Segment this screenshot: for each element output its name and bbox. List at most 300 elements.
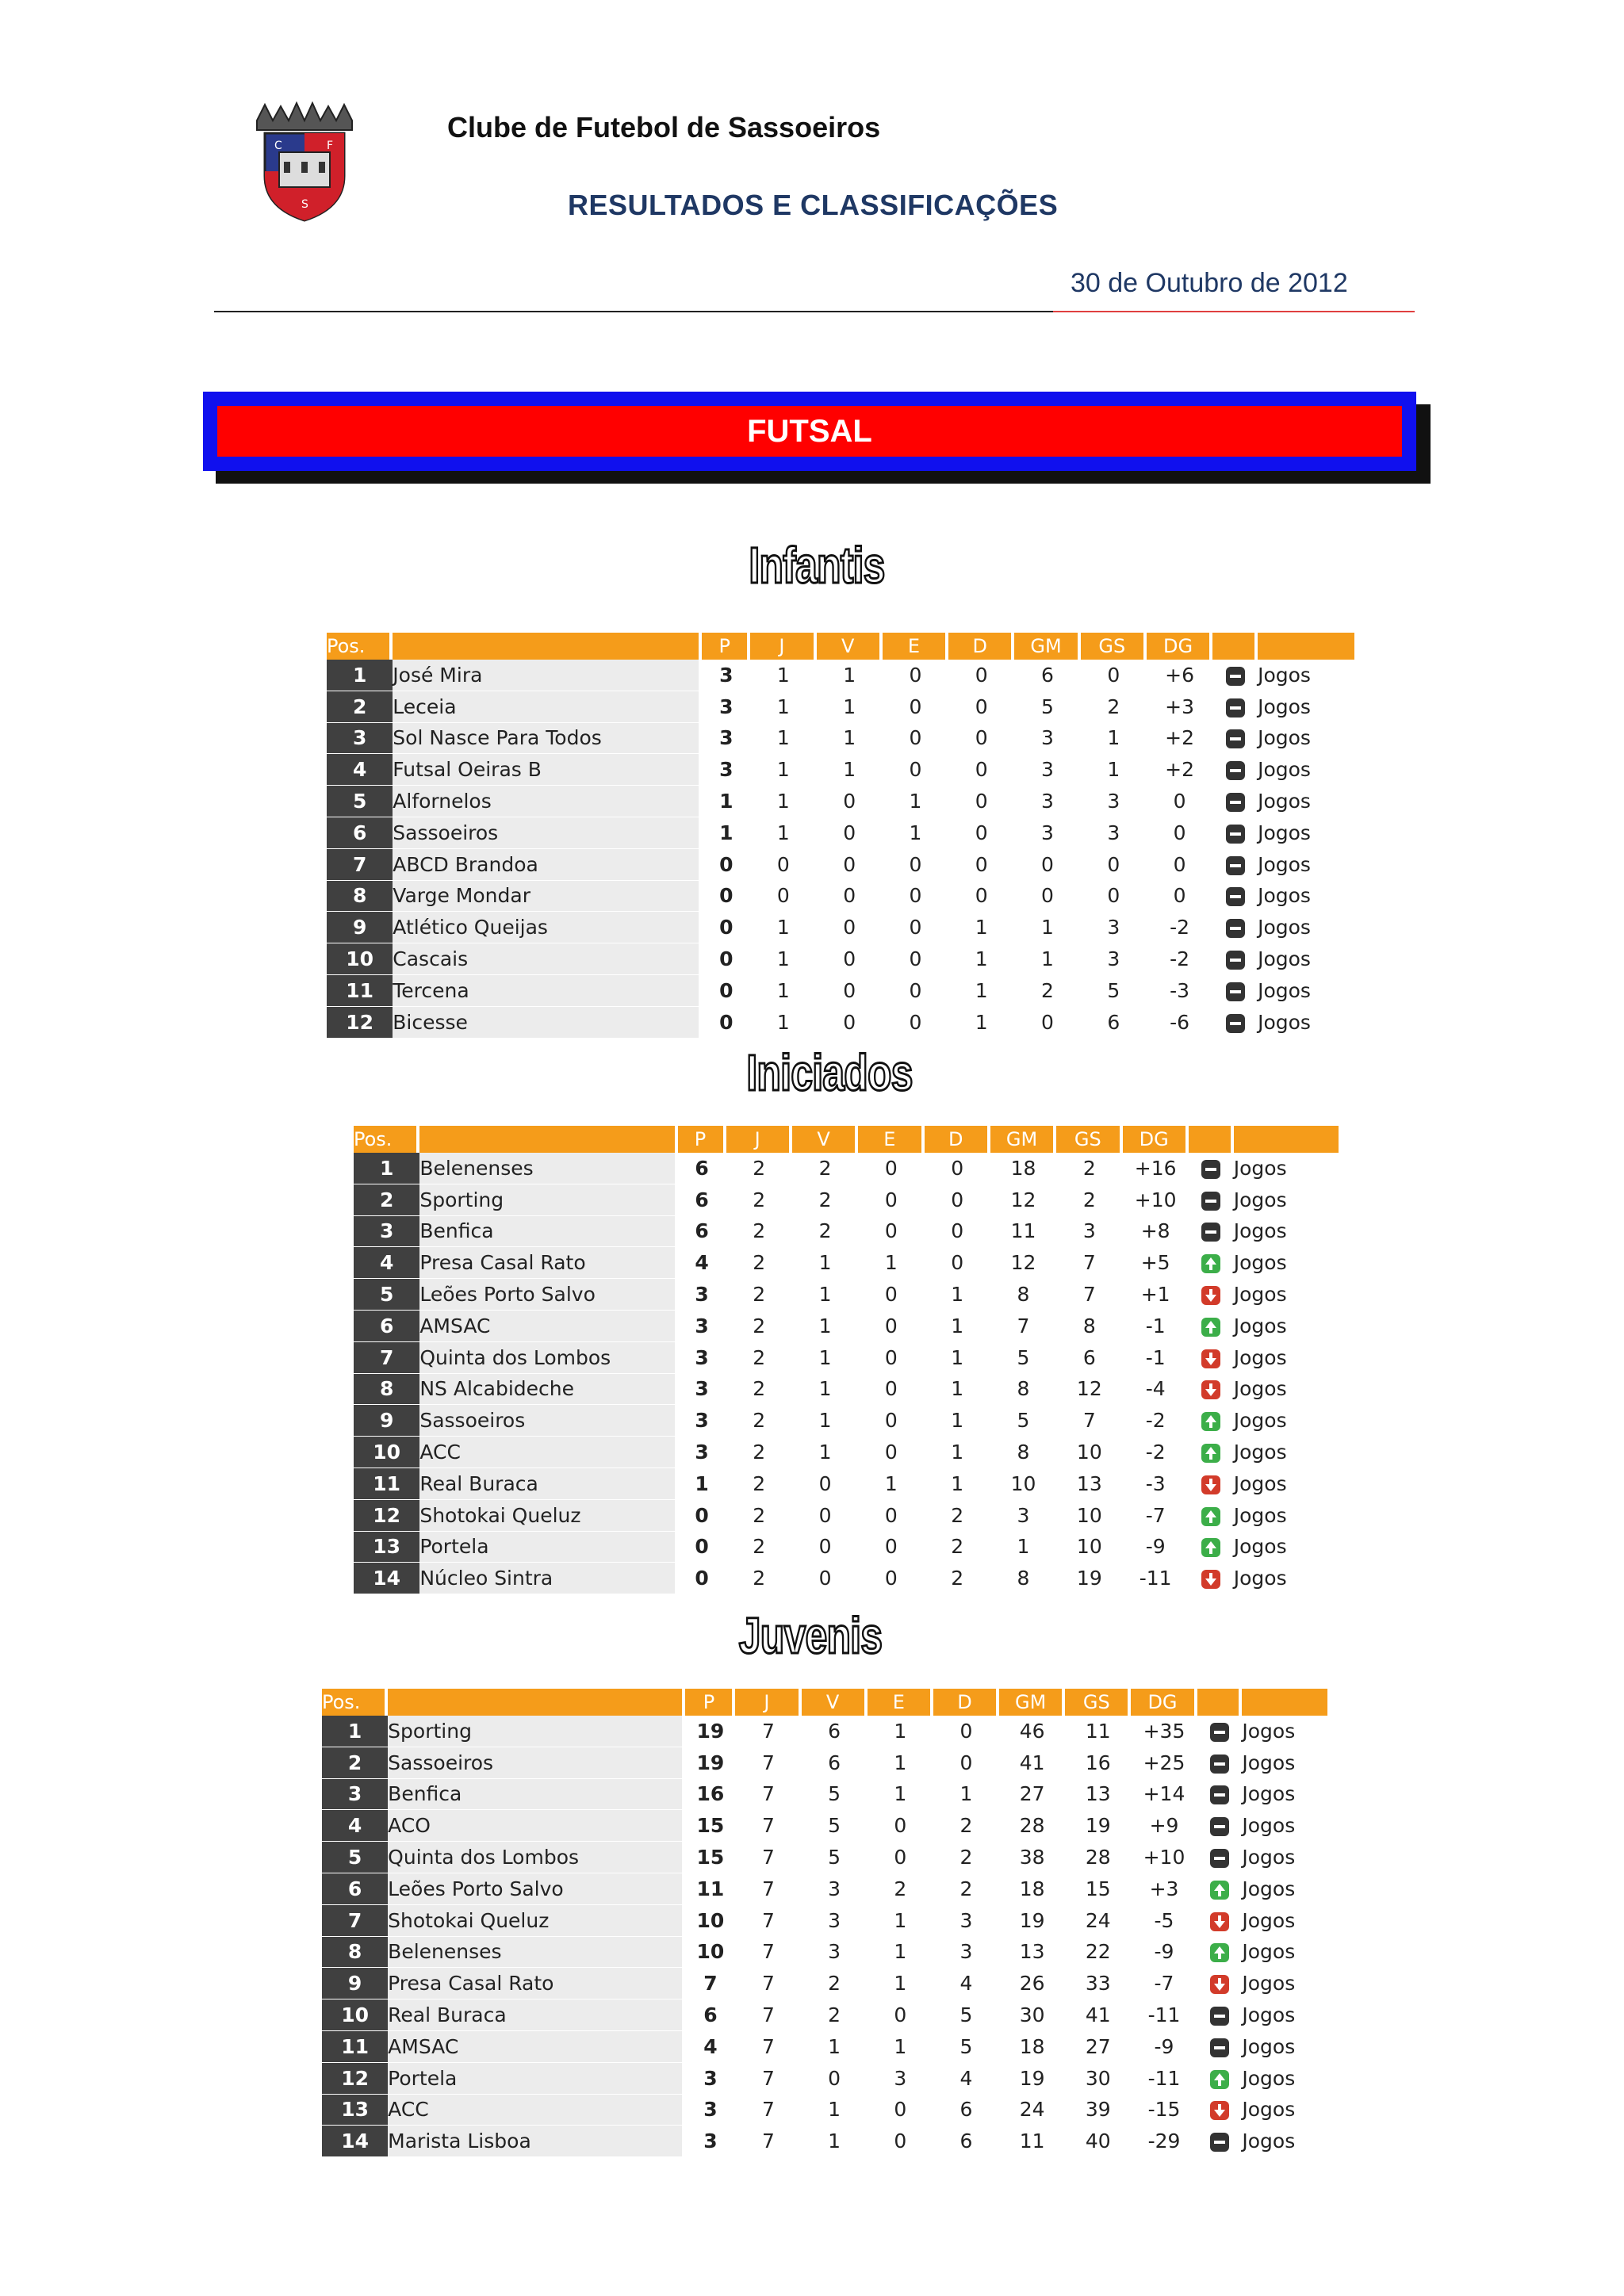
stat-d: 2 (933, 1842, 999, 1873)
position-cell: 7 (354, 1342, 419, 1374)
trend-cell (1189, 1247, 1234, 1279)
position-cell: 4 (354, 1247, 419, 1279)
trend-same-icon (1210, 2133, 1229, 2152)
jogos-link[interactable]: Jogos (1242, 2095, 1327, 2126)
stat-d: 0 (948, 786, 1014, 817)
trend-cell (1189, 1311, 1234, 1342)
trend-up-icon (1201, 1254, 1220, 1273)
jogos-link[interactable]: Jogos (1258, 723, 1354, 755)
stat-gs: 1 (1081, 754, 1147, 786)
stat-gs: 15 (1065, 1873, 1131, 1905)
stat-v: 1 (817, 754, 883, 786)
position-cell: 4 (322, 1810, 388, 1842)
stat-e: 1 (868, 1905, 933, 1937)
stat-gm: 8 (990, 1279, 1056, 1311)
stat-v: 5 (802, 1842, 868, 1873)
table-row (354, 1279, 1339, 1311)
stat-gm: 12 (990, 1247, 1056, 1279)
trend-cell (1197, 1779, 1243, 1811)
stat-j: 7 (735, 1905, 801, 1937)
column-header: DG (1123, 1126, 1189, 1153)
trend-same-icon (1210, 2038, 1229, 2057)
stat-dg: -9 (1131, 1937, 1197, 1969)
position-cell: 13 (354, 1532, 419, 1563)
stat-gm: 26 (999, 1968, 1065, 1999)
position-cell: 1 (354, 1153, 419, 1184)
team-name: Shotokai Queluz (388, 1905, 685, 1937)
stat-v: 0 (817, 786, 883, 817)
jogos-link[interactable]: Jogos (1258, 943, 1354, 975)
stat-dg: 0 (1147, 849, 1212, 881)
stat-e: 0 (883, 943, 948, 975)
stat-d: 0 (948, 754, 1014, 786)
team-name: Atlético Queijas (393, 912, 702, 943)
table-row (327, 912, 1354, 943)
stat-p: 6 (685, 1999, 735, 2031)
section-title-iniciados: Iniciados (746, 1044, 913, 1101)
stat-j: 2 (726, 1405, 792, 1437)
trend-same-icon (1226, 887, 1245, 906)
stat-p: 3 (678, 1437, 726, 1468)
team-name: Presa Casal Rato (388, 1968, 685, 1999)
stat-dg: -2 (1147, 912, 1212, 943)
trend-cell (1212, 912, 1258, 943)
trend-cell (1189, 1216, 1234, 1248)
table-row (354, 1247, 1339, 1279)
stat-p: 3 (685, 2095, 735, 2126)
stat-gm: 3 (1014, 817, 1080, 849)
stat-dg: 0 (1147, 786, 1212, 817)
column-header: V (817, 633, 883, 660)
stat-e: 0 (858, 1216, 924, 1248)
stat-v: 0 (817, 1007, 883, 1039)
stat-dg: -3 (1147, 975, 1212, 1007)
stat-gm: 11 (999, 2126, 1065, 2157)
column-header (419, 1126, 677, 1153)
crest-letter-s: S (301, 198, 308, 211)
jogos-link[interactable]: Jogos (1242, 1905, 1327, 1937)
stat-gs: 3 (1081, 817, 1147, 849)
position-cell: 5 (354, 1279, 419, 1311)
stat-gm: 19 (999, 1905, 1065, 1937)
jogos-link[interactable]: Jogos (1234, 1437, 1339, 1468)
stat-j: 2 (726, 1468, 792, 1500)
trend-cell (1212, 881, 1258, 913)
jogos-link[interactable]: Jogos (1234, 1311, 1339, 1342)
jogos-link[interactable]: Jogos (1258, 975, 1354, 1007)
stat-e: 0 (858, 1437, 924, 1468)
stat-gm: 3 (990, 1500, 1056, 1532)
trend-cell (1189, 1374, 1234, 1406)
position-cell: 11 (322, 2031, 388, 2063)
trend-same-icon (1226, 698, 1245, 718)
team-name: Bicesse (393, 1007, 702, 1039)
column-header: DG (1147, 633, 1212, 660)
trend-cell (1189, 1532, 1234, 1563)
table-row (327, 817, 1354, 849)
stat-v: 1 (792, 1405, 858, 1437)
stat-d: 6 (933, 2126, 999, 2157)
jogos-link[interactable]: Jogos (1242, 2126, 1327, 2157)
stat-e: 1 (868, 1747, 933, 1779)
column-header: GS (1081, 633, 1147, 660)
table-row (354, 1468, 1339, 1500)
stat-j: 2 (726, 1532, 792, 1563)
stat-gs: 2 (1056, 1153, 1122, 1184)
stat-gm: 5 (990, 1405, 1056, 1437)
stat-gm: 28 (999, 1810, 1065, 1842)
team-name: Sol Nasce Para Todos (393, 723, 702, 755)
table-row (322, 1873, 1327, 1905)
stat-gm: 7 (990, 1311, 1056, 1342)
stat-e: 0 (868, 2095, 933, 2126)
stat-v: 0 (792, 1500, 858, 1532)
team-name: Leceia (393, 691, 702, 723)
stat-dg: +16 (1123, 1153, 1189, 1184)
stat-gm: 12 (990, 1184, 1056, 1216)
stat-e: 0 (858, 1532, 924, 1563)
team-name: Sporting (419, 1184, 677, 1216)
team-name: AMSAC (388, 2031, 685, 2063)
stat-dg: -6 (1147, 1007, 1212, 1039)
stat-p: 0 (702, 849, 750, 881)
stat-v: 1 (802, 2126, 868, 2157)
jogos-link[interactable]: Jogos (1234, 1279, 1339, 1311)
stat-p: 0 (702, 1007, 750, 1039)
table-row (354, 1342, 1339, 1374)
stat-gm: 18 (999, 2031, 1065, 2063)
stat-e: 1 (858, 1468, 924, 1500)
stat-p: 16 (685, 1779, 735, 1811)
stat-d: 2 (925, 1500, 990, 1532)
stat-p: 1 (678, 1468, 726, 1500)
trend-cell (1212, 723, 1258, 755)
stat-gs: 10 (1056, 1437, 1122, 1468)
stat-gs: 28 (1065, 1842, 1131, 1873)
stat-d: 1 (948, 975, 1014, 1007)
jogos-link[interactable]: Jogos (1234, 1374, 1339, 1406)
stat-p: 15 (685, 1842, 735, 1873)
stat-e: 0 (868, 2126, 933, 2157)
stat-dg: -11 (1123, 1563, 1189, 1594)
trend-down-icon (1201, 1349, 1220, 1368)
stat-d: 0 (948, 660, 1014, 691)
stat-v: 5 (802, 1810, 868, 1842)
table-row (322, 2095, 1327, 2126)
column-header: GM (990, 1126, 1056, 1153)
position-cell: 6 (327, 817, 393, 849)
crest-letter-c: C (274, 140, 282, 152)
stat-e: 1 (868, 1937, 933, 1969)
stat-v: 0 (817, 849, 883, 881)
trend-cell (1197, 1747, 1243, 1779)
trend-down-icon (1201, 1475, 1220, 1494)
jogos-link[interactable]: Jogos (1242, 1842, 1327, 1873)
trend-down-icon (1210, 1912, 1229, 1931)
team-name: José Mira (393, 660, 702, 691)
stat-e: 1 (883, 786, 948, 817)
jogos-link[interactable]: Jogos (1258, 754, 1354, 786)
stat-e: 0 (858, 1563, 924, 1594)
trend-up-icon (1201, 1538, 1220, 1557)
stat-j: 1 (750, 943, 816, 975)
header-rule (214, 311, 1053, 312)
stat-d: 1 (948, 943, 1014, 975)
trend-cell (1197, 1999, 1243, 2031)
stat-e: 1 (868, 1968, 933, 1999)
jogos-link[interactable]: Jogos (1234, 1405, 1339, 1437)
jogos-link[interactable]: Jogos (1242, 1716, 1327, 1747)
trend-up-icon (1201, 1318, 1220, 1337)
stat-j: 7 (735, 1873, 801, 1905)
stat-d: 3 (933, 1937, 999, 1969)
jogos-link[interactable]: Jogos (1234, 1500, 1339, 1532)
trend-cell (1197, 1968, 1243, 1999)
team-name: Real Buraca (388, 1999, 685, 2031)
jogos-link[interactable]: Jogos (1258, 1007, 1354, 1039)
standings-table-juvenis (322, 1689, 1327, 2157)
jogos-link[interactable]: Jogos (1242, 1779, 1327, 1811)
team-name: Núcleo Sintra (419, 1563, 677, 1594)
stat-dg: -2 (1147, 943, 1212, 975)
stat-gs: 3 (1056, 1216, 1122, 1248)
table-row (322, 1810, 1327, 1842)
stat-v: 1 (792, 1279, 858, 1311)
jogos-link[interactable]: Jogos (1258, 881, 1354, 913)
trend-cell (1189, 1500, 1234, 1532)
column-header: P (685, 1689, 735, 1716)
jogos-link[interactable]: Jogos (1242, 1747, 1327, 1779)
stat-gs: 40 (1065, 2126, 1131, 2157)
jogos-link[interactable]: Jogos (1234, 1468, 1339, 1500)
stat-v: 3 (802, 1905, 868, 1937)
stat-dg: 0 (1147, 817, 1212, 849)
team-name: Alfornelos (393, 786, 702, 817)
jogos-link[interactable]: Jogos (1258, 691, 1354, 723)
trend-down-icon (1201, 1380, 1220, 1399)
stat-gm: 0 (1014, 849, 1080, 881)
team-name: Sassoeiros (393, 817, 702, 849)
stat-e: 1 (868, 2031, 933, 2063)
stat-d: 0 (948, 881, 1014, 913)
stat-j: 2 (726, 1184, 792, 1216)
table-row (322, 2031, 1327, 2063)
stat-dg: +6 (1147, 660, 1212, 691)
trend-cell (1212, 754, 1258, 786)
stat-dg: +3 (1131, 1873, 1197, 1905)
section-title-juvenis: Juvenis (738, 1607, 883, 1664)
column-header (1189, 1126, 1234, 1153)
stat-j: 7 (735, 1716, 801, 1747)
trend-cell (1212, 975, 1258, 1007)
jogos-link[interactable]: Jogos (1258, 660, 1354, 691)
team-name: Presa Casal Rato (419, 1247, 677, 1279)
stat-e: 0 (868, 1999, 933, 2031)
column-header: P (702, 633, 750, 660)
stat-d: 2 (925, 1563, 990, 1594)
jogos-link[interactable]: Jogos (1242, 1873, 1327, 1905)
jogos-link[interactable]: Jogos (1258, 786, 1354, 817)
stat-v: 0 (817, 912, 883, 943)
team-name: Sassoeiros (419, 1405, 677, 1437)
trend-same-icon (1201, 1223, 1220, 1242)
stat-gs: 22 (1065, 1937, 1131, 1969)
stat-p: 3 (678, 1279, 726, 1311)
jogos-link[interactable]: Jogos (1242, 2031, 1327, 2063)
trend-cell (1189, 1405, 1234, 1437)
table-row (322, 2126, 1327, 2157)
jogos-link[interactable]: Jogos (1234, 1563, 1339, 1594)
stat-gs: 19 (1065, 1810, 1131, 1842)
stat-gs: 39 (1065, 2095, 1131, 2126)
position-cell: 7 (327, 849, 393, 881)
stat-p: 10 (685, 1905, 735, 1937)
stat-gs: 0 (1081, 881, 1147, 913)
column-header: E (883, 633, 948, 660)
trend-up-icon (1201, 1444, 1220, 1463)
position-cell: 13 (322, 2095, 388, 2126)
table-row (354, 1311, 1339, 1342)
team-name: Sassoeiros (388, 1747, 685, 1779)
stat-gm: 1 (990, 1532, 1056, 1563)
stat-e: 0 (883, 849, 948, 881)
team-name: Sporting (388, 1716, 685, 1747)
stat-j: 7 (735, 2063, 801, 2095)
stat-dg: +3 (1147, 691, 1212, 723)
stat-d: 0 (925, 1247, 990, 1279)
stat-e: 0 (883, 723, 948, 755)
trend-same-icon (1226, 667, 1245, 686)
stat-gs: 2 (1056, 1184, 1122, 1216)
table-row (322, 1999, 1327, 2031)
position-cell: 5 (327, 786, 393, 817)
jogos-link[interactable]: Jogos (1258, 849, 1354, 881)
stat-dg: +8 (1123, 1216, 1189, 1248)
position-cell: 7 (322, 1905, 388, 1937)
position-cell: 8 (327, 881, 393, 913)
stat-d: 0 (948, 723, 1014, 755)
table-row (327, 975, 1354, 1007)
trend-up-icon (1210, 1881, 1229, 1900)
trend-cell (1189, 1342, 1234, 1374)
table-row (354, 1374, 1339, 1406)
stat-gm: 38 (999, 1842, 1065, 1873)
stat-e: 0 (868, 1842, 933, 1873)
stat-p: 3 (702, 691, 750, 723)
team-name: Shotokai Queluz (419, 1500, 677, 1532)
stat-dg: +14 (1131, 1779, 1197, 1811)
stat-gm: 18 (999, 1873, 1065, 1905)
stat-d: 4 (933, 2063, 999, 2095)
stat-gm: 46 (999, 1716, 1065, 1747)
trend-cell (1212, 1007, 1258, 1039)
team-name: Benfica (388, 1779, 685, 1811)
stat-e: 0 (883, 1007, 948, 1039)
stat-p: 4 (678, 1247, 726, 1279)
team-name: Cascais (393, 943, 702, 975)
column-header: D (948, 633, 1014, 660)
stat-d: 0 (925, 1153, 990, 1184)
stat-j: 7 (735, 1842, 801, 1873)
team-name: AMSAC (419, 1311, 677, 1342)
stat-j: 7 (735, 1779, 801, 1811)
stat-e: 0 (868, 1810, 933, 1842)
stat-d: 2 (933, 1810, 999, 1842)
stat-j: 7 (735, 2095, 801, 2126)
trend-up-icon (1210, 2070, 1229, 2089)
stat-gm: 6 (1014, 660, 1080, 691)
stat-gs: 24 (1065, 1905, 1131, 1937)
stat-gs: 7 (1056, 1279, 1122, 1311)
stat-dg: -15 (1131, 2095, 1197, 2126)
stat-v: 0 (792, 1532, 858, 1563)
stat-p: 11 (685, 1873, 735, 1905)
jogos-link[interactable]: Jogos (1242, 1999, 1327, 2031)
stat-gs: 3 (1081, 912, 1147, 943)
team-name: Futsal Oeiras B (393, 754, 702, 786)
stat-v: 1 (792, 1437, 858, 1468)
stat-gs: 16 (1065, 1747, 1131, 1779)
jogos-link[interactable]: Jogos (1234, 1216, 1339, 1248)
jogos-link[interactable]: Jogos (1234, 1153, 1339, 1184)
jogos-link[interactable]: Jogos (1234, 1532, 1339, 1563)
jogos-link[interactable]: Jogos (1234, 1342, 1339, 1374)
trend-cell (1197, 2031, 1243, 2063)
jogos-link[interactable]: Jogos (1258, 912, 1354, 943)
trend-same-icon (1210, 1849, 1229, 1868)
stat-gs: 13 (1056, 1468, 1122, 1500)
stat-v: 1 (792, 1247, 858, 1279)
trend-cell (1197, 1842, 1243, 1873)
jogos-link[interactable]: Jogos (1242, 1968, 1327, 1999)
stat-e: 0 (858, 1184, 924, 1216)
trend-up-icon (1201, 1507, 1220, 1526)
table-row (327, 754, 1354, 786)
stat-j: 7 (735, 2031, 801, 2063)
table-row (327, 691, 1354, 723)
team-name: Portela (419, 1532, 677, 1563)
stat-dg: 0 (1147, 881, 1212, 913)
stat-j: 1 (750, 754, 816, 786)
stat-p: 3 (678, 1311, 726, 1342)
stat-e: 0 (883, 881, 948, 913)
stat-gm: 3 (1014, 723, 1080, 755)
table-header-row (354, 1126, 1339, 1153)
stat-v: 0 (792, 1563, 858, 1594)
jogos-link[interactable]: Jogos (1234, 1247, 1339, 1279)
jogos-link[interactable]: Jogos (1258, 817, 1354, 849)
team-name: Belenenses (388, 1937, 685, 1969)
stat-v: 2 (792, 1153, 858, 1184)
position-cell: 11 (354, 1468, 419, 1500)
stat-v: 2 (802, 1999, 868, 2031)
position-cell: 12 (327, 1007, 393, 1039)
position-cell: 12 (354, 1500, 419, 1532)
table-row (354, 1153, 1339, 1184)
stat-j: 7 (735, 1937, 801, 1969)
stat-p: 3 (702, 754, 750, 786)
jogos-link[interactable]: Jogos (1242, 1810, 1327, 1842)
jogos-link[interactable]: Jogos (1234, 1184, 1339, 1216)
position-cell: 10 (322, 1999, 388, 2031)
stat-p: 3 (678, 1405, 726, 1437)
jogos-link[interactable]: Jogos (1242, 2063, 1327, 2095)
jogos-link[interactable]: Jogos (1242, 1937, 1327, 1969)
stat-gm: 0 (1014, 881, 1080, 913)
column-header: J (750, 633, 816, 660)
trend-down-icon (1201, 1570, 1220, 1589)
trend-cell (1212, 817, 1258, 849)
